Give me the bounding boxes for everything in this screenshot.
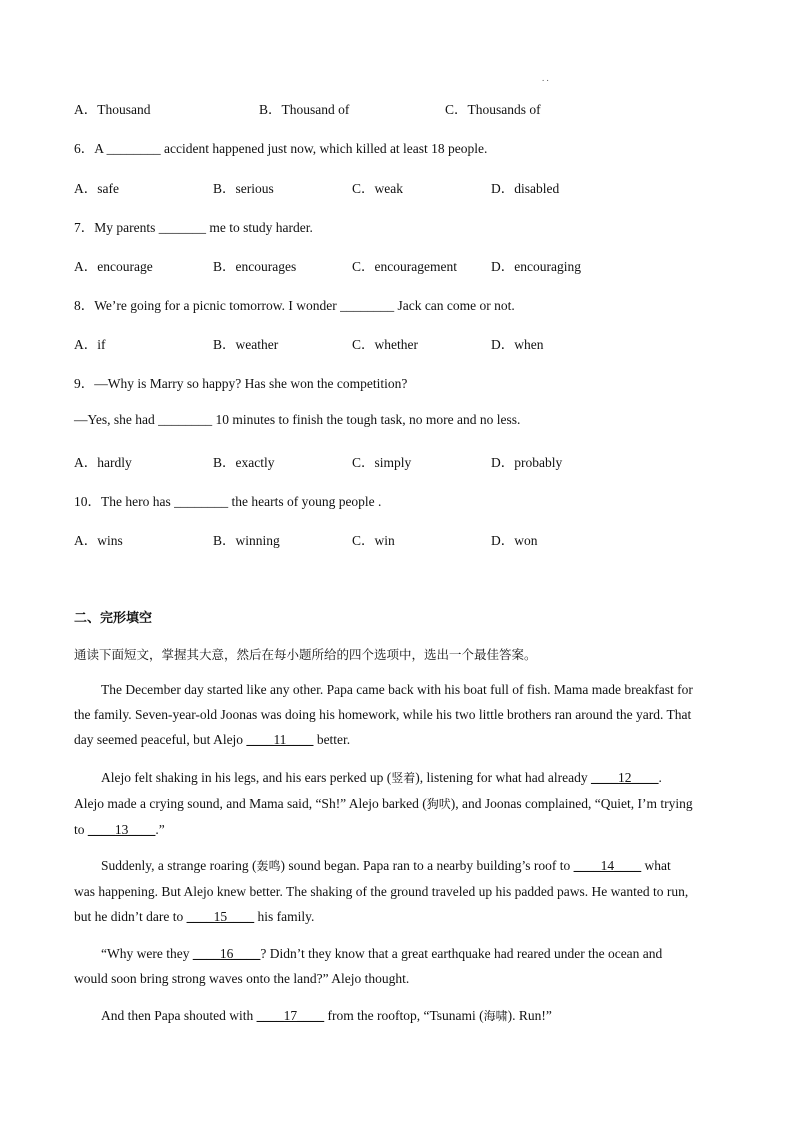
text-run: but he didn’t dare to [74, 909, 187, 924]
passage-line: the family. Seven-year-old Joonas was doing his homework, while his two little brothers ran around the yard. That [74, 707, 692, 722]
option-b: B．Thousand of [259, 102, 350, 117]
passage-line: would soon bring strong waves onto the land?” Alejo thought. [74, 971, 410, 986]
header-dots: . . [542, 73, 549, 83]
question-10-stem: 10．The hero has ________ the hearts of young people . [74, 494, 382, 509]
chinese-gloss: 轰鸣 [256, 859, 281, 873]
option-d: D．encouraging [491, 259, 581, 274]
text-run: . [658, 770, 662, 785]
text-run: what [641, 858, 671, 873]
passage-line [74, 727, 724, 752]
blank-15: ____15____ [186, 909, 255, 924]
passage-line [74, 765, 724, 791]
text-run: better. [313, 732, 351, 747]
blank-14: ____14____ [573, 858, 642, 873]
option-b: B．winning [213, 533, 280, 548]
option-c: C．win [352, 533, 395, 548]
text-run: Alejo felt shaking in his legs, and his ears perked up ( [101, 770, 392, 785]
option-d: D．when [491, 337, 544, 352]
blank-13: ____13____ [87, 822, 156, 837]
option-b: B．encourages [213, 259, 297, 274]
text-run: And then Papa shouted with [101, 1008, 257, 1023]
blank-17: ____17____ [256, 1008, 325, 1023]
text-run: .” [155, 822, 165, 837]
passage-line: was happening. But Alejo knew better. The shaking of the ground traveled up his padded paws. He wanted to run, [74, 884, 689, 899]
passage-paragraph-1 [74, 677, 724, 752]
passage-line [74, 904, 724, 929]
text-run: day seemed peaceful, but Alejo [74, 732, 247, 747]
option-a: A．if [74, 337, 106, 352]
passage-line [74, 941, 724, 966]
text-run: ? Didn’t they know that a great earthquake had reared under the ocean and [260, 946, 663, 961]
option-d: D．probably [491, 455, 563, 470]
option-c: C．encouragement [352, 259, 457, 274]
chinese-gloss: 狗吠 [426, 797, 451, 811]
text-run: ) sound began. Papa ran to a nearby building’s roof to [280, 858, 574, 873]
passage-line [74, 791, 724, 817]
blank-16: ____16____ [192, 946, 261, 961]
blank-11: ____11____ [246, 732, 314, 747]
option-d: D．disabled [491, 181, 560, 196]
text-run: from the rooftop, “Tsunami ( [324, 1008, 484, 1023]
option-a: A．wins [74, 533, 123, 548]
option-d: D．won [491, 533, 538, 548]
question-6-stem: 6．A ________ accident happened just now, which killed at least 18 people. [74, 141, 488, 156]
question-7-stem: 7．My parents _______ me to study harder. [74, 220, 313, 235]
passage-paragraph-4 [74, 941, 724, 991]
chinese-gloss: 海啸 [483, 1009, 508, 1023]
text-run: Suddenly, a strange roaring ( [101, 858, 257, 873]
text-run: ), and Joonas complained, “Quiet, I’m trying [450, 796, 693, 811]
option-c: C．Thousands of [445, 102, 541, 117]
option-b: B．weather [213, 337, 279, 352]
question-9-stem: 9．—Why is Marry so happy? Has she won the competition? [74, 376, 408, 391]
option-b: B．exactly [213, 455, 275, 470]
text-run: “Why were they [101, 946, 193, 961]
section-instruction: 通读下面短文，掌握其大意，然后在每小题所给的四个选项中，选出一个最佳答案。 [74, 647, 537, 662]
chinese-gloss: 竖着 [391, 771, 416, 785]
option-c: C．simply [352, 455, 412, 470]
text-run: his family. [254, 909, 315, 924]
passage-line: The December day started like any other. Papa came back with his boat full of fish. Mama made breakfast for [101, 682, 693, 697]
passage-paragraph-5 [74, 1003, 724, 1029]
question-9-reply: —Yes, she had ________ 10 minutes to finish the tough task, no more and no less. [74, 412, 521, 427]
option-a: A．Thousand [74, 102, 151, 117]
blank-12: ____12____ [591, 770, 659, 785]
section-title: 二、完形填空 [74, 611, 153, 626]
passage-paragraph-2 [74, 765, 724, 842]
text-run: Alejo made a crying sound, and Mama said, “Sh!” Alejo barked ( [74, 796, 427, 811]
option-c: C．weak [352, 181, 403, 196]
text-run: ). Run!” [507, 1008, 552, 1023]
text-run: to [74, 822, 88, 837]
option-c: C．whether [352, 337, 418, 352]
passage-line [74, 817, 724, 842]
text-run: ), listening for what had already [415, 770, 592, 785]
passage-line [74, 853, 724, 879]
option-a: A．safe [74, 181, 119, 196]
option-a: A．encourage [74, 259, 153, 274]
option-b: B．serious [213, 181, 274, 196]
question-8-stem: 8．We’re going for a picnic tomorrow. I wonder ________ Jack can come or not. [74, 298, 515, 313]
passage-line [74, 1003, 724, 1029]
passage-paragraph-3 [74, 853, 724, 929]
option-a: A．hardly [74, 455, 132, 470]
